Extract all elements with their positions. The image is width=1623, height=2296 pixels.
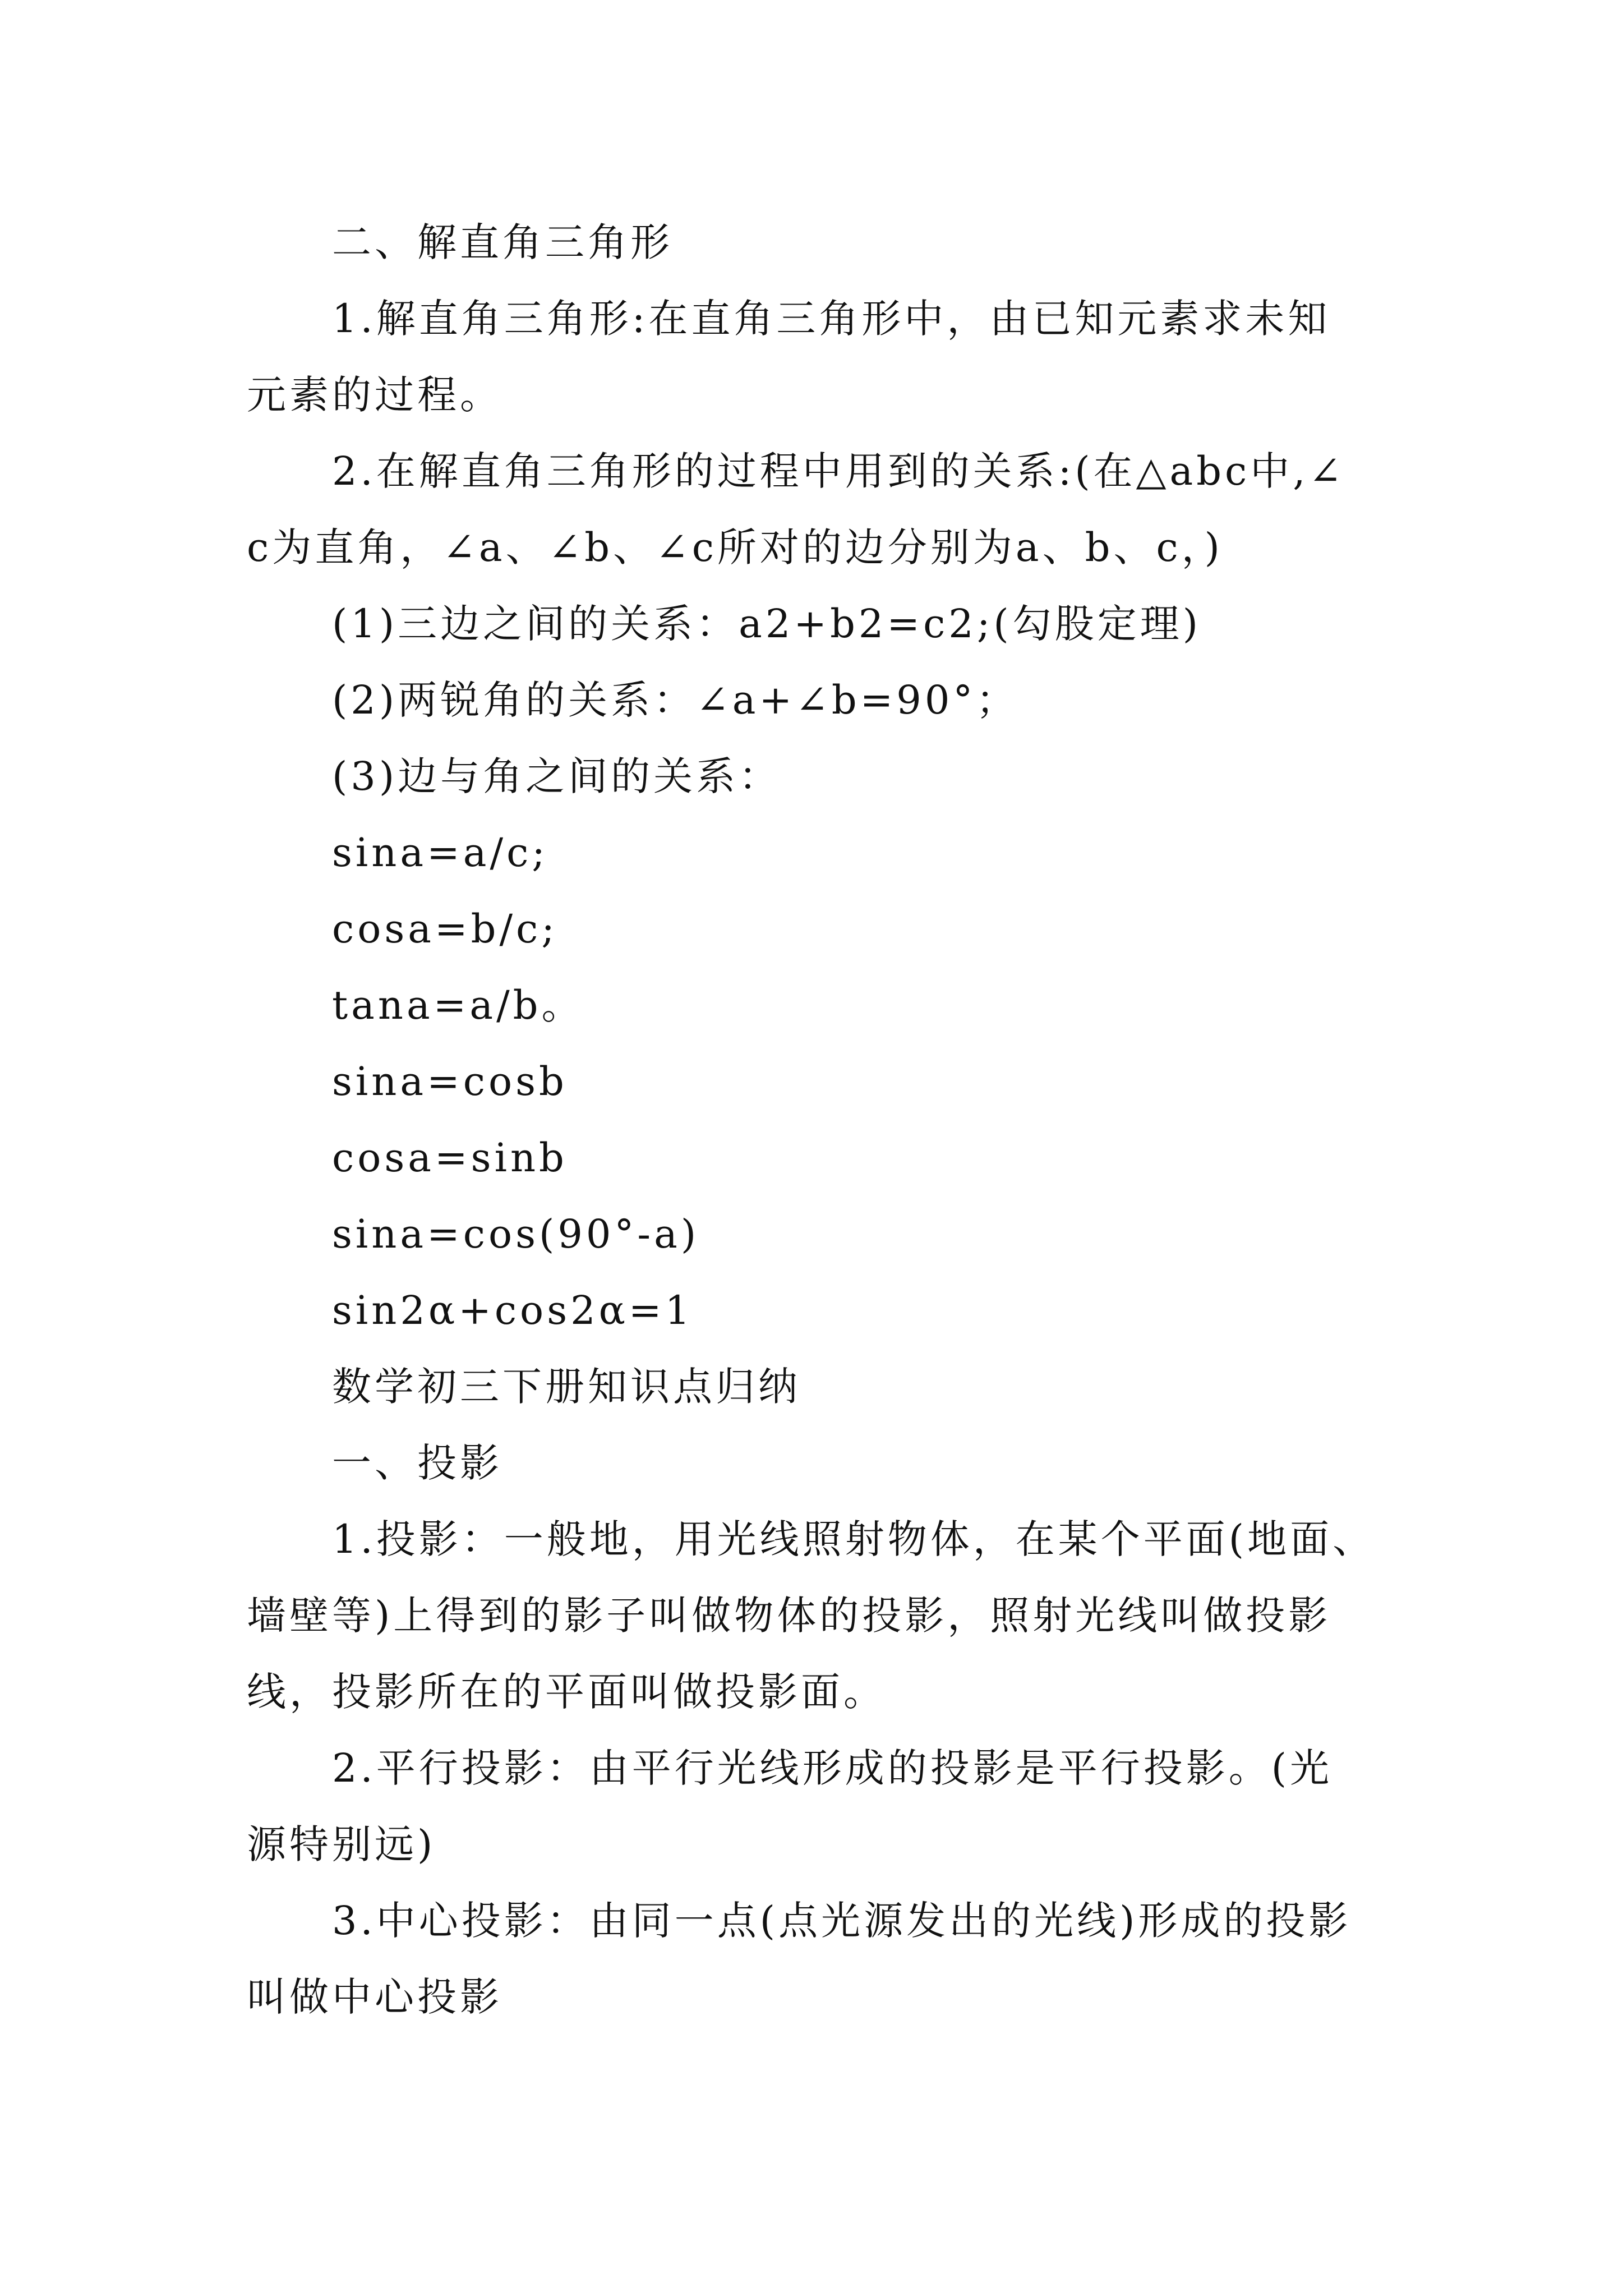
paragraph-line: 源特别远) xyxy=(247,1821,436,1867)
formula-line: sina=cos(90°-a) xyxy=(332,1211,700,1257)
formula-line: cosa=b/c; xyxy=(332,906,558,952)
formula-line: sin2α+cos2α=1 xyxy=(332,1287,694,1333)
section-title: 数学初三下册知识点归纳 xyxy=(332,1364,801,1410)
formula-line: sina=a/c; xyxy=(332,830,548,876)
section-heading-solve-right-triangle: 二、解直角三角形 xyxy=(332,219,673,265)
formula-line: sina=cosb xyxy=(332,1059,568,1105)
paragraph-line: 墙壁等)上得到的影子叫做物体的投影，照射光线叫做投影 xyxy=(247,1593,1331,1639)
paragraph-line: (3)边与角之间的关系： xyxy=(332,753,782,799)
paragraph-line: 线，投影所在的平面叫做投影面。 xyxy=(247,1669,886,1715)
paragraph-line: (2)两锐角的关系：∠a+∠b=90°； xyxy=(332,677,1019,723)
paragraph-line: c为直角，∠a、∠b、∠c所对的边分别为a、b、c，) xyxy=(247,524,1223,570)
paragraph-line: 2.平行投影：由平行光线形成的投影是平行投影。(光 xyxy=(332,1745,1333,1791)
paragraph-line: 1.解直角三角形:在直角三角形中，由已知元素求未知 xyxy=(332,296,1331,342)
paragraph-line: (1)三边之间的关系：a2+b2=c2;(勾股定理) xyxy=(332,601,1202,647)
paragraph-line: 元素的过程。 xyxy=(247,372,502,418)
paragraph-line: 2.在解直角三角形的过程中用到的关系:(在△abc中,∠ xyxy=(332,448,1345,494)
formula-line: cosa=sinb xyxy=(332,1135,568,1181)
paragraph-line: 叫做中心投影 xyxy=(247,1974,502,2020)
section-heading-projection: 一、投影 xyxy=(332,1440,502,1486)
formula-line: tana=a/b。 xyxy=(332,982,584,1028)
paragraph-line: 3.中心投影：由同一点(点光源发出的光线)形成的投影 xyxy=(332,1898,1352,1944)
paragraph-line: 1.投影：一般地，用光线照射物体，在某个平面(地面、 xyxy=(332,1516,1376,1562)
